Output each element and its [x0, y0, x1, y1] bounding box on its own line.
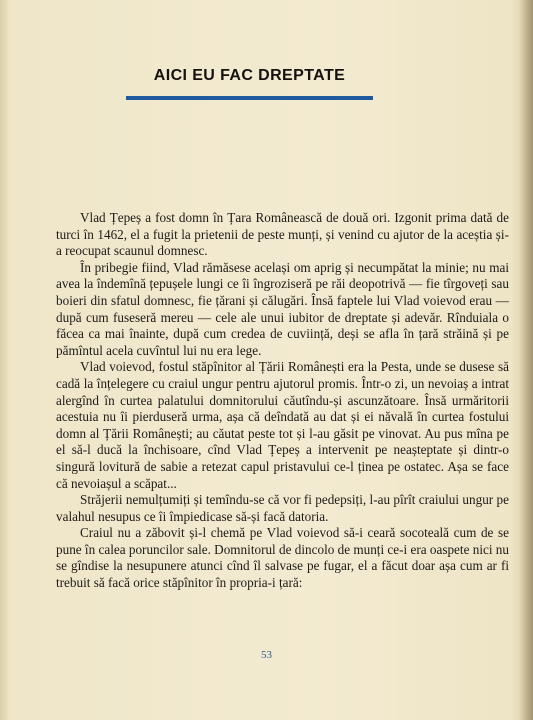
title-underline — [126, 96, 373, 100]
page-edge-shadow — [519, 0, 533, 720]
body-text — [56, 210, 509, 592]
page-number: 53 — [261, 649, 272, 661]
paragraph-4: Străjerii nemulțumiți și temîndu-se că vor fi pedepsiți, l-au pîrît craiului ungur pe valahul nesupus ce îi împiedicase să-și facă datoria. — [56, 492, 509, 524]
paragraph-2: În pribegie fiind, Vlad rămăsese același om aprig și necumpătat la minie; nu mai avea la îndemînă țepușele lungi ce îi îngroziseră pe răi deopotrivă — fie tîrgoveți sau boieri din sfatul domnesc, fie țărani și călugări. Însă faptele lui Vlad voievod erau — după cum fuseseră mereu — cele ale unui iubitor de dreptate și adevăr. Rînduiala o făcea ca mai înainte, după cum credea de cuviință, deși se afla în țară străină și pe pămîntul acela cuvîntul lui nu era lege. — [56, 259, 509, 358]
chapter-title: AICI EU FAC DREPTATE — [153, 67, 346, 84]
paragraph-1: Vlad Țepeș a fost domn în Țara Românească de două ori. Izgonit prima dată de turci în 1462, el a fugit la prietenii de peste munți, și venind cu ajutor de la aceștia și-a reocupat scaunul domnesc. — [56, 210, 509, 259]
paragraph-5: Craiul nu a zăbovit și-l chemă pe Vlad voievod să-i ceară socoteală cum de se pune în calea poruncilor sale. Domnitorul de dincolo de munți ce-i era oaspete nici nu se gîndise la nesupunere atunci cînd îl salvase pe fugar, el a făcut doar așa cum ar fi trebuit să facă orice stăpînitor în propria-i țară: — [56, 525, 509, 591]
paragraph-3: Vlad voievod, fostul stăpînitor al Țării Românești era la Pesta, unde se dusese să cadă la înțelegere cu craiul ungur pentru ajutorul promis. Într-o zi, un nevoiaș a intrat alergînd în curtea palatului domnitorului căutîndu-și ascunzătoare. Însă urmăritorii acestuia nu îi pierduseră urma, așa că deîndată au dat și ei năvală în curtea fostului domn al Țării Românești; au căutat peste tot și l-au găsit pe vinovat. Au pus mîna pe el să-l ducă la închisoare, cînd Vlad Țepeș a intervenit pe neașteptate și dintr-o singură lovitură de sabie a retezat capul pristavului ce-l ținea pe ostatec. Așa se face că nevoiașul a scăpat... — [56, 359, 509, 491]
